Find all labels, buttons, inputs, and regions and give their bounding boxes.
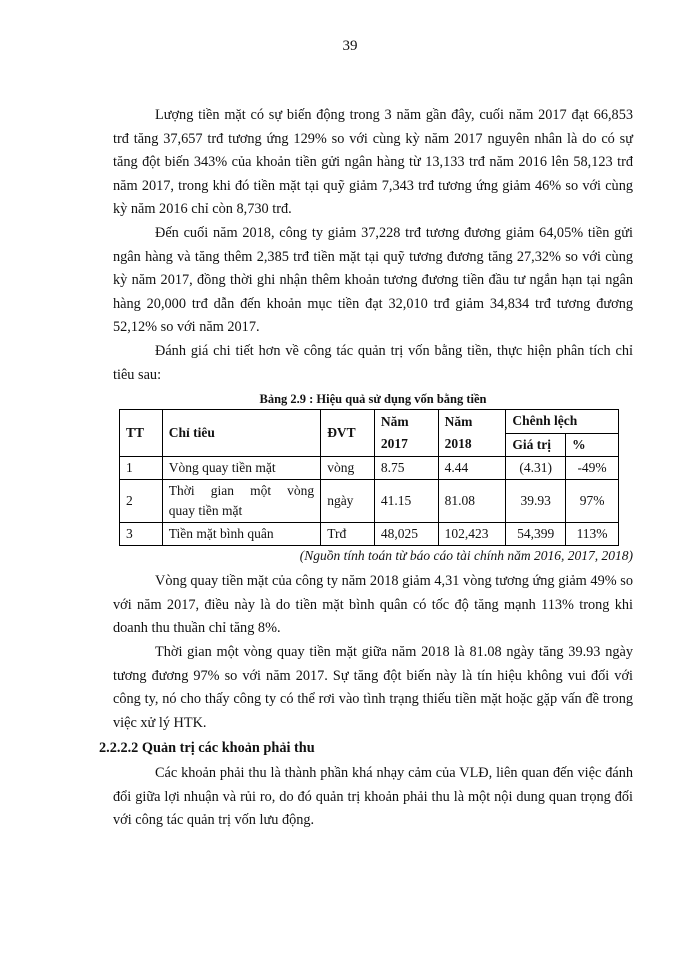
paragraph: Các khoản phải thu là thành phần khá nhạy cảm của VLĐ, liên quan đến việc đánh đổi giữa lợi nhuận và rủi ro, do đó quản trị khoản phải thu là một nội dung quan trọng đối với công tác quản trị vốn lưu động. bbox=[113, 765, 633, 829]
table-row bbox=[120, 457, 619, 480]
paragraph: Đánh giá chi tiết hơn về công tác quản trị vốn bằng tiền, thực hiện phân tích chỉ tiêu sau: bbox=[113, 342, 633, 383]
cell-2018: 81.08 bbox=[438, 480, 506, 523]
cell-2018: 4.44 bbox=[438, 457, 506, 480]
cell-2017: 8.75 bbox=[374, 457, 438, 480]
header-diff-value: Giá trị bbox=[506, 433, 566, 457]
cell-tt: 2 bbox=[120, 480, 163, 523]
cell-tt: 1 bbox=[120, 457, 163, 480]
header-indicator: Chỉ tiêu bbox=[162, 410, 320, 457]
paragraph: Vòng quay tiền mặt của công ty năm 2018 giảm 4,31 vòng tương ứng giảm 49% so với năm 2017, điều này là do tiền mặt bình quân có tốc độ tăng mạnh 113% trong khi doanh thu thuần chỉ tăng 8%. bbox=[113, 573, 633, 637]
cell-indicator: Tiền mặt bình quân bbox=[162, 523, 320, 546]
table-row bbox=[120, 523, 619, 546]
header-tt: TT bbox=[120, 410, 163, 457]
cell-tt: 3 bbox=[120, 523, 163, 546]
cell-diff-value: 39.93 bbox=[506, 480, 566, 523]
header-difference: Chênh lệch bbox=[506, 410, 619, 434]
cell-diff-value: (4.31) bbox=[506, 457, 566, 480]
cell-2017: 48,025 bbox=[374, 523, 438, 546]
paragraph: Thời gian một vòng quay tiền mặt giữa năm 2018 là 81.08 ngày tăng 39.93 ngày tương đương 97% so với năm 2017. Sự tăng đột biến này là tín hiệu không vui đối với công ty, nó cho thấy công ty có thể rơi vào tình trạng thiếu tiền mặt hoặc gặp vấn đề trong việc xử lý HTK. bbox=[113, 643, 633, 731]
cell-unit: vòng bbox=[321, 457, 375, 480]
cell-diff-value: 54,399 bbox=[506, 523, 566, 546]
header-year-value: 2018 bbox=[444, 436, 472, 452]
header-year-2017 bbox=[374, 410, 438, 457]
cell-indicator bbox=[162, 480, 320, 523]
cell-diff-percent: 97% bbox=[566, 480, 619, 523]
table-row bbox=[120, 480, 619, 523]
cell-unit: ngày bbox=[321, 480, 375, 523]
cell-indicator: Vòng quay tiền mặt bbox=[162, 457, 320, 480]
header-year-2018 bbox=[438, 410, 506, 457]
table-caption: Bảng 2.9 : Hiệu quả sử dụng vốn bằng tiền bbox=[259, 392, 487, 407]
page-content bbox=[99, 104, 633, 833]
header-unit: ĐVT bbox=[321, 410, 375, 457]
cash-efficiency-table bbox=[119, 409, 619, 546]
section-heading: 2.2.2.2 Quản trị các khoản phải thu bbox=[99, 740, 315, 757]
cell-2018: 102,423 bbox=[438, 523, 506, 546]
header-year-value: 2017 bbox=[380, 436, 408, 452]
header-year-label: Năm bbox=[380, 414, 409, 430]
cell-indicator-line: quay tiền mặt bbox=[168, 503, 243, 519]
cell-diff-percent: 113% bbox=[566, 523, 619, 546]
cell-diff-percent: -49% bbox=[566, 457, 619, 480]
paragraph: Lượng tiền mặt có sự biến động trong 3 năm gần đây, cuối năm 2017 đạt 66,853 trđ tăng 37,657 trđ tương ứng 129% so với cùng kỳ năm 2017 nguyên nhân là do có sự tăng đột biến 343% của khoản tiền gửi ngân hàng từ 13,133 trđ năm 2016 lên 58,123 trđ năm 2017, trong khi đó tiền mặt tại quỹ giảm 7,343 trđ tương ứng giảm 46% so với cùng kỳ năm 2016 chỉ còn 8,730 trđ. bbox=[113, 107, 633, 218]
cell-2017: 41.15 bbox=[374, 480, 438, 523]
page-number: 39 bbox=[342, 38, 358, 54]
table-source: (Nguồn tính toán từ báo cáo tài chính năm 2016, 2017, 2018) bbox=[299, 548, 633, 564]
header-year-label: Năm bbox=[444, 414, 473, 430]
paragraph: Đến cuối năm 2018, công ty giảm 37,228 trđ tương đương giảm 64,05% tiền gửi ngân hàng và tăng thêm 2,385 trđ tiền mặt tại quỹ tương đương tăng 27,32% so với cùng kỳ năm 2017, đồng thời ghi nhận thêm khoản tương đương tiền đầu tư ngắn hạn tại ngân hàng 20,000 trđ dẫn đến khoản mục tiền đạt 32,010 trđ giảm 34,834 trđ tương đương 52,12% so với năm 2017. bbox=[113, 224, 633, 336]
cell-indicator-line: Thời gian một vòng bbox=[168, 483, 315, 499]
cell-unit: Trđ bbox=[321, 523, 375, 546]
table-header-row bbox=[120, 410, 619, 434]
header-diff-percent: % bbox=[566, 433, 619, 457]
